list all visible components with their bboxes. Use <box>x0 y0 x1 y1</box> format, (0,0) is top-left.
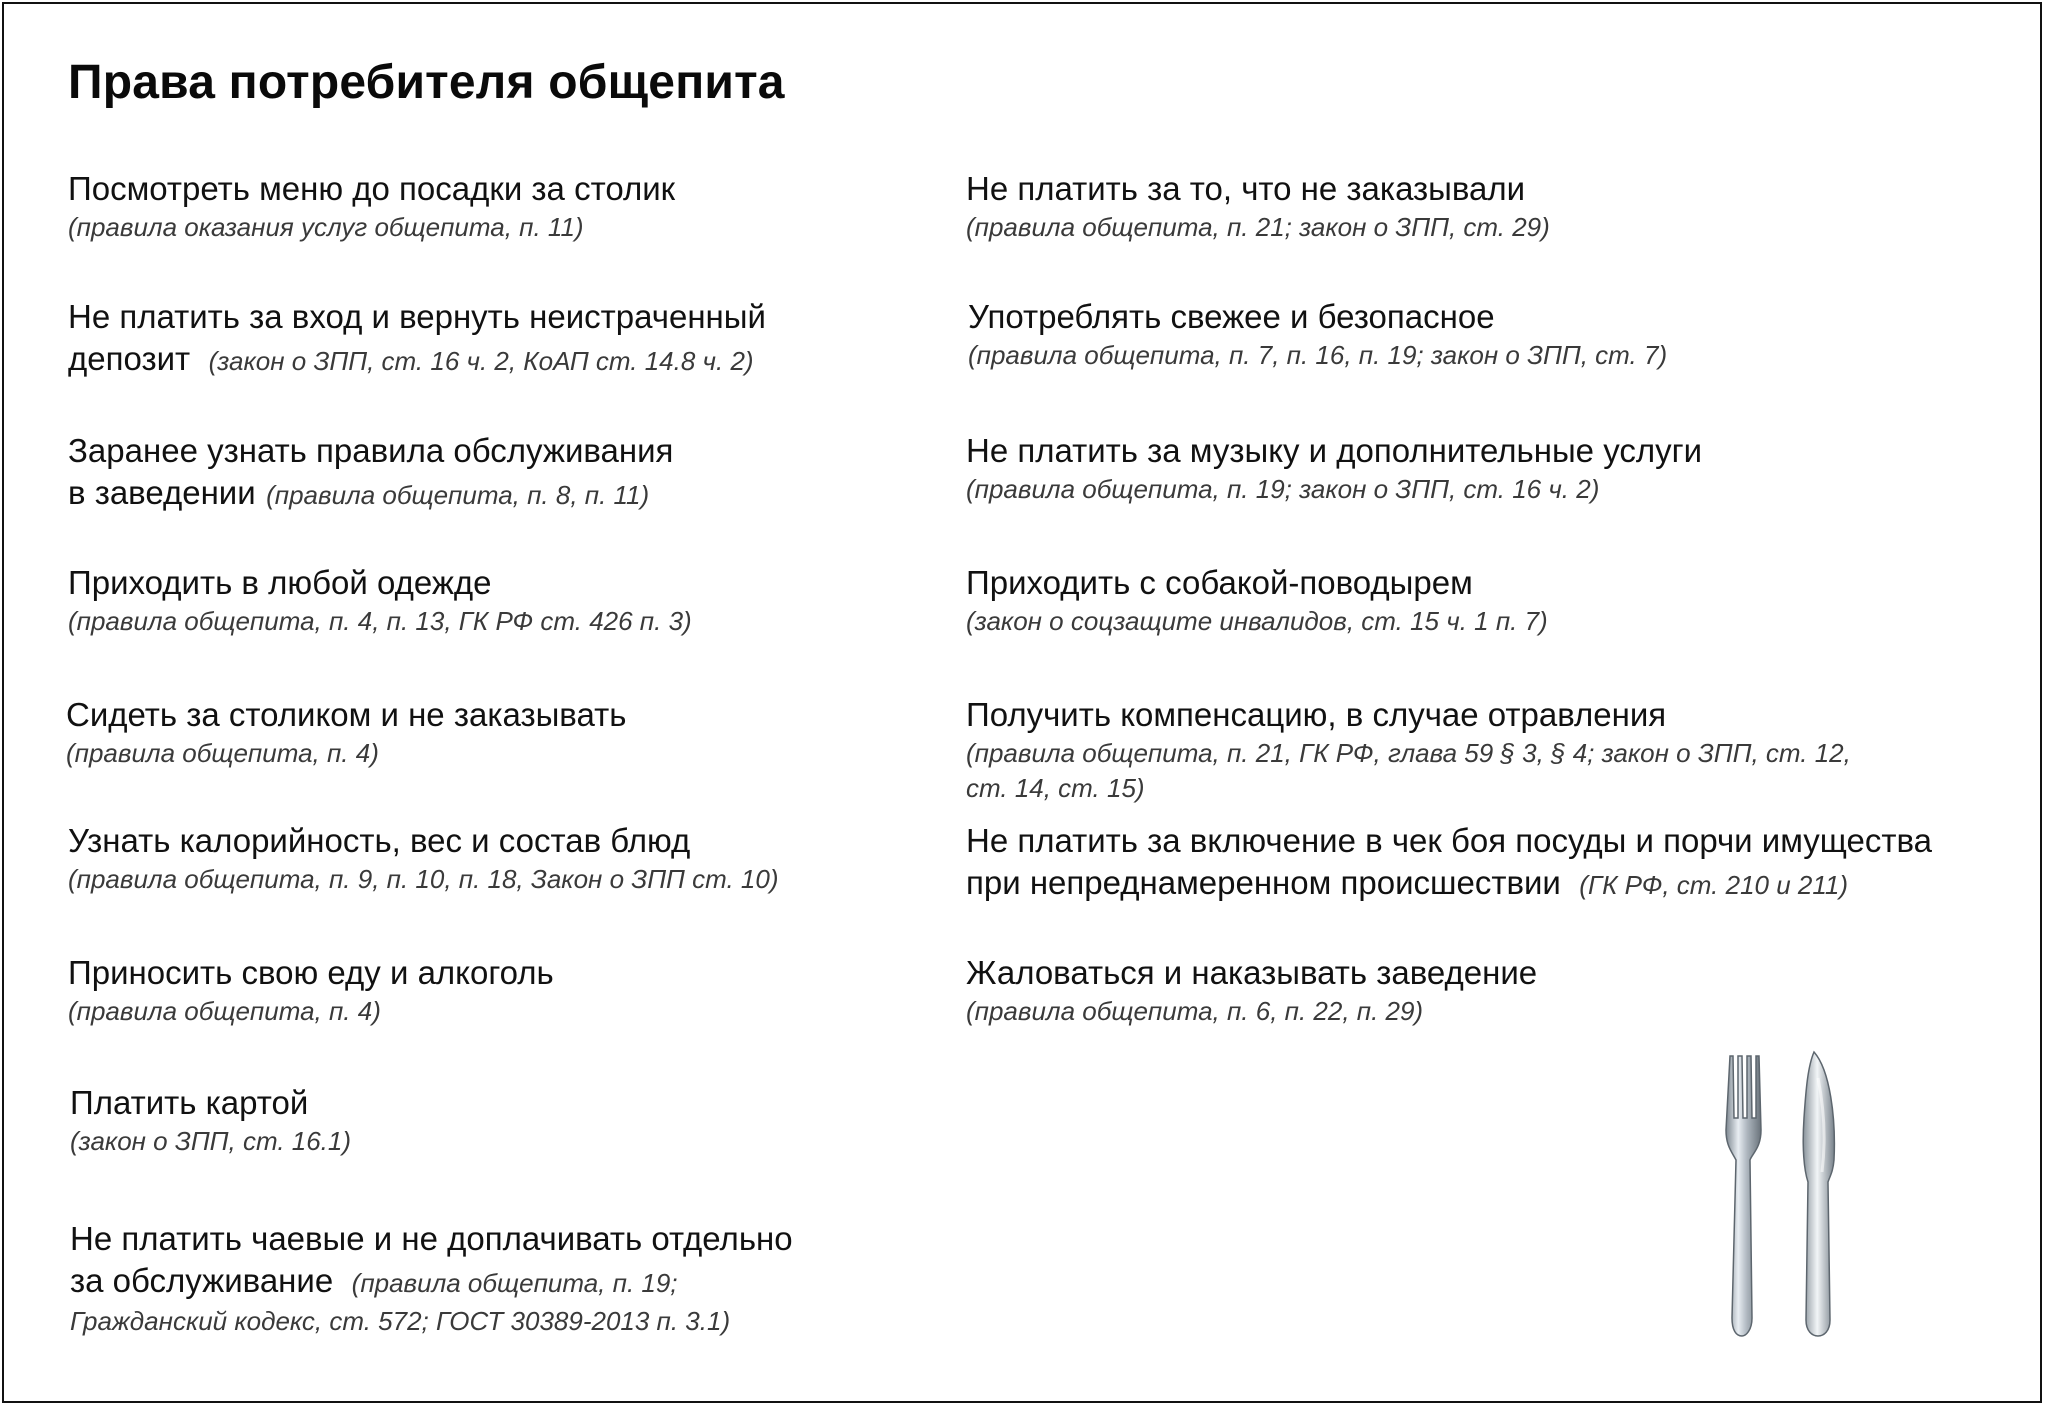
right-title: Употреблять свежее и безопасное <box>968 298 1495 335</box>
right-title: Не платить за то, что не заказывали <box>966 170 1526 207</box>
right-title-line-1: Не платить за вход и вернуть неистраченный <box>68 298 766 335</box>
right-item-broken-dishes <box>966 820 1932 906</box>
right-title: Приносить свою еду и алкоголь <box>68 954 554 991</box>
right-item-entry-deposit <box>68 296 766 382</box>
right-item-sit-without-order <box>66 694 626 771</box>
right-title-line-2: за обслуживание <box>70 1262 334 1299</box>
right-item-no-tips <box>70 1218 793 1339</box>
right-title-line-1: Не платить чаевые и не доплачивать отдельно <box>70 1220 793 1257</box>
right-reference: (правила общепита, п. 4, п. 13, ГК РФ ст. 426 п. 3) <box>68 606 692 636</box>
right-title-line-2: при непреднамеренном происшествии <box>966 864 1561 901</box>
right-item-music-services <box>966 430 1702 507</box>
right-item-pay-by-card <box>70 1082 351 1159</box>
right-title: Не платить за музыку и дополнительные услуги <box>966 432 1703 469</box>
right-item-complain <box>966 952 1537 1029</box>
right-title-line-1: Заранее узнать правила обслуживания <box>68 432 674 469</box>
right-reference-line-1: (правила общепита, п. 21, ГК РФ, глава 59 § 3, § 4; закон о ЗПП, ст. 12, <box>966 738 1851 768</box>
right-reference-line-2: ст. 14, ст. 15) <box>966 773 1145 803</box>
right-item-poisoning-compensation <box>966 694 1851 806</box>
right-item-not-ordered <box>966 168 1550 245</box>
right-title: Приходить в любой одежде <box>68 564 492 601</box>
right-title-line-2: депозит <box>68 340 191 377</box>
right-item-any-clothing <box>68 562 692 639</box>
right-item-guide-dog <box>966 562 1548 639</box>
fork-and-knife-icon <box>1718 1048 1858 1338</box>
right-title: Узнать калорийность, вес и состав блюд <box>68 822 691 859</box>
right-title: Приходить с собакой-поводырем <box>966 564 1473 601</box>
right-reference: (правила общепита, п. 9, п. 10, п. 18, Закон о ЗПП ст. 10) <box>68 864 779 894</box>
right-item-service-rules <box>68 430 673 516</box>
right-title: Получить компенсацию, в случае отравления <box>966 696 1667 733</box>
right-title: Жаловаться и наказывать заведение <box>966 954 1538 991</box>
right-reference: (правила общепита, п. 8, п. 11) <box>266 480 650 510</box>
right-reference-line-2: Гражданский кодекс, ст. 572; ГОСТ 30389-2013 п. 3.1) <box>70 1306 731 1336</box>
page-title: Права потребителя общепита <box>68 56 785 109</box>
right-item-view-menu <box>68 168 675 245</box>
right-item-nutrition-info <box>68 820 779 897</box>
right-title-line-1: Не платить за включение в чек боя посуды и порчи имущества <box>966 822 1933 859</box>
fork-icon <box>1726 1056 1761 1336</box>
right-reference: (правила оказания услуг общепита, п. 11) <box>68 212 584 242</box>
right-reference: (правила общепита, п. 6, п. 22, п. 29) <box>966 996 1424 1026</box>
right-title: Посмотреть меню до посадки за столик <box>68 170 676 207</box>
right-reference: (правила общепита, п. 7, п. 16, п. 19; закон о ЗПП, ст. 7) <box>968 340 1668 370</box>
right-reference: (закон о соцзащите инвалидов, ст. 15 ч. 1 п. 7) <box>966 606 1548 636</box>
right-reference: (правила общепита, п. 4) <box>66 738 379 768</box>
right-reference: (закон о ЗПП, ст. 16.1) <box>70 1126 352 1156</box>
right-reference: (правила общепита, п. 19; закон о ЗПП, ст. 16 ч. 2) <box>966 474 1600 504</box>
right-title-line-2: в заведении <box>68 474 256 511</box>
right-item-fresh-safe <box>968 296 1667 373</box>
right-item-own-food <box>68 952 554 1029</box>
right-title: Сидеть за столиком и не заказывать <box>66 696 627 733</box>
right-reference-line-1: (правила общепита, п. 19; <box>351 1268 678 1298</box>
right-reference: (правила общепита, п. 21; закон о ЗПП, ст. 29) <box>966 212 1550 242</box>
right-reference: (закон о ЗПП, ст. 16 ч. 2, КоАП ст. 14.8 ч. 2) <box>208 346 754 376</box>
knife-icon <box>1803 1052 1834 1336</box>
right-title: Платить картой <box>70 1084 309 1121</box>
right-reference: (правила общепита, п. 4) <box>68 996 381 1026</box>
right-reference: (ГК РФ, ст. 210 и 211) <box>1579 870 1849 900</box>
